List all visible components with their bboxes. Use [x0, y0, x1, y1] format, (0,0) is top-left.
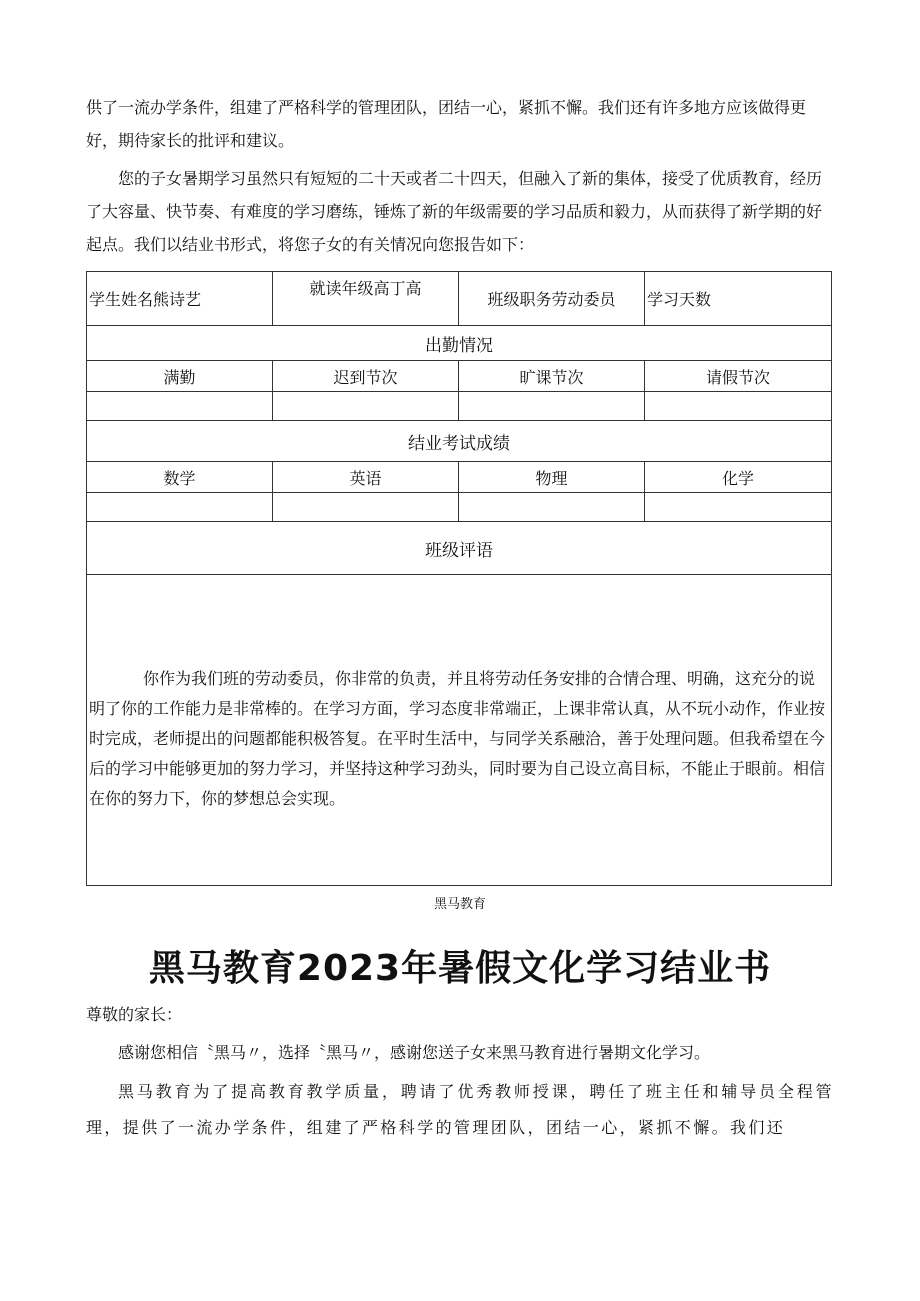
intro-continued-paragraph: 供了一流办学条件，组建了严格科学的管理团队，团结一心，紧抓不懈。我们还有许多地方应该做得更好，期待家长的批评和建议。: [86, 98, 807, 150]
attendance-value-cell: [273, 392, 459, 421]
exam-score-cell: [87, 493, 273, 522]
report-table: [86, 271, 832, 886]
footer-brand: 黑马教育: [433, 897, 486, 912]
attendance-header-late: 迟到节次: [273, 361, 459, 392]
next-intro-paragraph: 黑马教育为了提高教育教学质量，聘请了优秀教师授课，聘任了班主任和辅导员全程管理，提供了一流办学条件，组建了严格科学的管理团队，团结一心，紧抓不懈。我们还: [86, 1082, 834, 1137]
page-title: 黑马教育2023年暑假文化学习结业书: [148, 948, 772, 989]
exam-score-cell: [273, 493, 459, 522]
exam-scores-row: [87, 493, 832, 522]
exam-header-math: 数学: [87, 462, 273, 493]
exam-score-cell: [645, 493, 832, 522]
comment-text: 你作为我们班的劳动委员，你非常的负责，并且将劳动任务安排的合情合理、明确，这充分的说明了你的工作能力是非常棒的。在学习方面，学习态度非常端正，上课非常认真，从不玩小动作，作业按时完成，老师提出的问题都能积极答复。在平时生活中，与同学关系融洽，善于处理问题。但我希望在今后的学习中能够更加的努力学习，并坚持这种学习劲头，同时要为自己设立高目标，不能止于眼前。相信在你的努力下，你的梦想总会实现。: [89, 669, 826, 808]
grade-cell: 就读年级高丁高: [273, 272, 459, 326]
attendance-value-cell: [459, 392, 645, 421]
attendance-header-leave: 请假节次: [645, 361, 832, 392]
comment-title: 班级评语: [87, 522, 832, 575]
student-info-row: [87, 272, 832, 326]
attendance-values-row: [87, 392, 832, 421]
exam-title-row: [87, 421, 832, 462]
study-days-cell: 学习天数: [645, 272, 832, 326]
attendance-header-full: 满勤: [87, 361, 273, 392]
thanks-paragraph: 感谢您相信〝黑马〃，选择〝黑马〃，感谢您送子女来黑马教育进行暑期文化学习。: [118, 1043, 711, 1062]
attendance-title: 出勤情况: [87, 326, 832, 361]
comment-row: [87, 575, 832, 886]
student-name-cell: 学生姓名熊诗艺: [87, 272, 273, 326]
comment-title-row: [87, 522, 832, 575]
salutation: 尊敬的家长：: [86, 1005, 183, 1024]
comment-cell: [87, 575, 832, 886]
exam-header-english: 英语: [273, 462, 459, 493]
attendance-value-cell: [87, 392, 273, 421]
exam-header-chemistry: 化学: [645, 462, 832, 493]
exam-score-cell: [459, 493, 645, 522]
exam-header-physics: 物理: [459, 462, 645, 493]
exam-title: 结业考试成绩: [87, 421, 832, 462]
exam-header-row: [87, 462, 832, 493]
class-position-cell: 班级职务劳动委员: [459, 272, 645, 326]
attendance-value-cell: [645, 392, 832, 421]
attendance-title-row: [87, 326, 832, 361]
attendance-header-row: [87, 361, 832, 392]
intro-summary-paragraph: 您的子女暑期学习虽然只有短短的二十天或者二十四天，但融入了新的集体，接受了优质教育，经历了大容量、快节奏、有难度的学习磨练，锤炼了新的年级需要的学习品质和毅力，从而获得了新学期的好起点。我们以结业书形式，将您子女的有关情况向您报告如下：: [86, 169, 823, 254]
attendance-header-absent: 旷课节次: [459, 361, 645, 392]
